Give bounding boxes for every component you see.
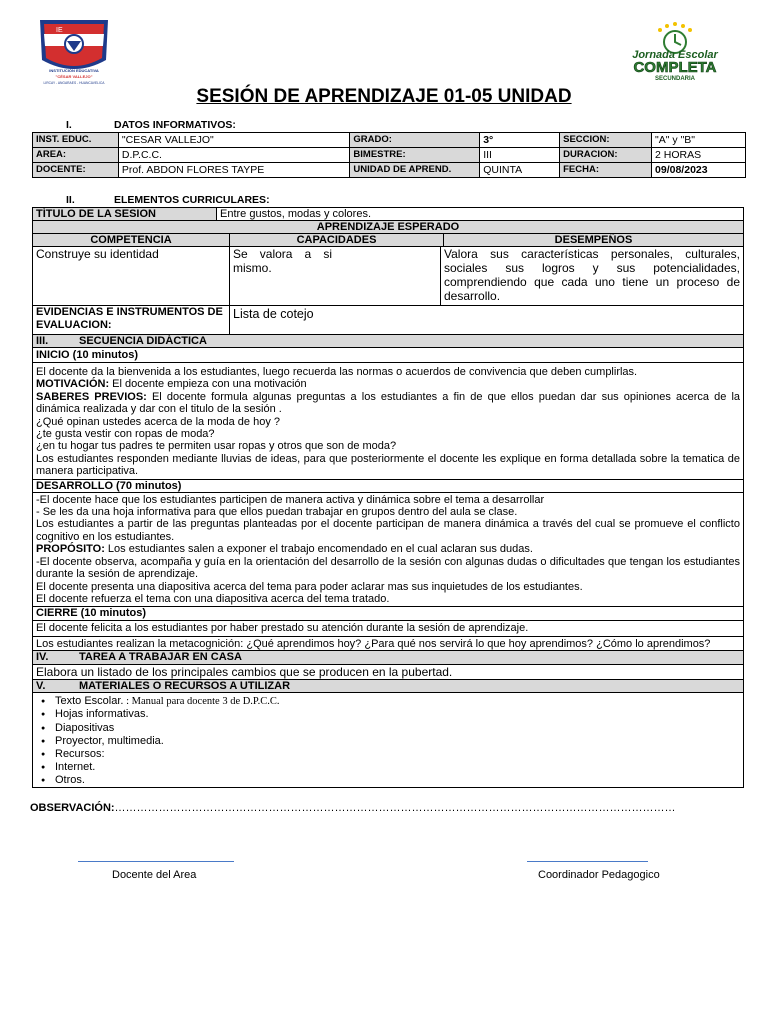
competencia-header: COMPETENCIA	[90, 234, 172, 246]
section-number: II.	[66, 194, 75, 206]
proposito-label: PROPÓSITO:	[36, 543, 105, 556]
section-number: IV.	[36, 651, 49, 664]
titulo-value: Entre gustos, modas y colores.	[216, 208, 743, 220]
jornada-escolar-logo	[612, 20, 738, 84]
bimestre-label: BIMESTRE:	[350, 148, 480, 163]
crest-letters: IE	[56, 27, 63, 34]
crest-line-3: LIRCAY - ANGARAES - HUANCAVELICA	[43, 81, 105, 85]
list-item	[55, 695, 743, 708]
list-item: ● Internet.	[55, 761, 743, 774]
desarrollo-line: El docente presenta una diapositiva acerca del tema para poder aclarar mas sus inquietudes de los estudiantes.	[36, 580, 583, 593]
tarea-text: Elabora un listado de los principales cambios que se producen en la pubertad.	[33, 665, 743, 680]
tarea-header	[33, 651, 743, 665]
section-label: DATOS INFORMATIVOS:	[114, 119, 236, 131]
desarrollo-line: El docente refuerza el tema con una diapositiva acerca del tema tratado.	[36, 592, 390, 605]
cierre-content	[33, 621, 743, 636]
section-elementos-heading	[66, 194, 270, 206]
material-manual: : Manual para docente 3 de D.P.C.C.	[123, 696, 280, 708]
proposito-line	[33, 543, 743, 555]
metacognicion-content	[33, 637, 743, 651]
section-label: MATERIALES O RECURSOS A UTILIZAR	[79, 680, 291, 693]
list-item: ● Proyector, multimedia.	[55, 735, 743, 748]
desarrollo-line: - Se les da una hoja informativa para que ellos puedan trabajar en grupos dentro del aula se clase.	[36, 506, 518, 519]
logo-jornada-text: Jornada Escolar	[632, 49, 718, 61]
info-table	[32, 132, 746, 178]
inst-label: INST. EDUC.	[33, 133, 119, 148]
inicio-header: INICIO (10 minutos)	[33, 348, 743, 363]
desarrollo-line: Los estudiantes a partir de las preguntas planteadas por el docente participan de manera dinámica a través del cual se promueve el conflicto cognitivo en los estudiantes.	[36, 518, 740, 543]
competencia-value: Construye su identidad	[36, 247, 159, 261]
secuencia-header	[33, 335, 743, 348]
saberes-line	[33, 391, 743, 416]
inst-value: "CESAR VALLEJO"	[118, 133, 350, 148]
motivacion-text: El docente empieza con una motivación	[109, 378, 307, 391]
desarrollo-line: -El docente observa, acompaña y guía en la orientación del desarrollo de la sesión con algunas dudas o dificultades que tengan los estudiantes durante la sesión de aprendizaje.	[36, 555, 740, 581]
logo-secundaria-text: SECUNDARIA	[654, 76, 696, 82]
list-item: ● Diapositivas	[55, 722, 743, 735]
capacidades-value: Se valora a si mismo.	[229, 247, 440, 305]
competencias-header-row	[33, 234, 743, 247]
session-table	[32, 207, 744, 788]
unidad-label: UNIDAD DE APREND.	[350, 163, 480, 178]
section-number: III.	[36, 335, 49, 347]
observacion-dots: ………………………………………………………………………………………………………………………………………	[114, 802, 676, 814]
evidencias-label: EVIDENCIAS E INSTRUMENTOS DE EVALUACION:	[36, 306, 223, 331]
coordinador-signature-line	[527, 861, 648, 862]
motivacion-label: MOTIVACIÓN:	[36, 378, 110, 391]
desarrollo-line: -El docente hace que los estudiantes participen de manera activa y dinámica sobre el tema a desarrollar	[36, 493, 545, 506]
competencias-row	[33, 247, 743, 306]
inicio-paragraph-2: Los estudiantes responden mediante lluvias de ideas, para que posteriormente el docente les explique en forma detallada sobre la tematica de manera participativa.	[36, 452, 740, 478]
unidad-value: QUINTA	[480, 163, 560, 178]
section-number: I.	[66, 119, 72, 131]
list-item: ● Recursos:	[55, 748, 743, 761]
desarrollo-content	[33, 493, 743, 608]
page-title	[0, 86, 768, 108]
section-datos-heading	[66, 119, 236, 131]
table-row	[33, 163, 746, 178]
section-number: V.	[36, 680, 46, 693]
evidencias-row	[33, 306, 743, 335]
desarrollo-header: DESARROLLO (70 minutos)	[33, 480, 743, 493]
inicio-content	[33, 363, 743, 480]
capacidades-header: CAPACIDADES	[229, 234, 443, 246]
area-label: AREA:	[33, 148, 119, 163]
materiales-header	[33, 680, 743, 693]
evidencias-value: Lista de cotejo	[229, 306, 743, 334]
observacion-label: OBSERVACIÓN:	[30, 802, 115, 814]
docente-signature-line	[78, 861, 234, 862]
aprendizaje-esperado-header: APRENDIZAJE ESPERADO	[33, 221, 743, 234]
docente-signature-label: Docente del Area	[112, 869, 197, 881]
area-value: D.P.C.C.	[118, 148, 350, 163]
proposito-text: Los estudiantes salen a exponer el trabajo encomendado en el cual aclaran sus dudas.	[104, 543, 533, 556]
coordinador-signature-label: Coordinador Pedagogico	[538, 869, 660, 881]
bimestre-value: III	[480, 148, 560, 163]
section-label: SECUENCIA DIDÁCTICA	[79, 335, 207, 347]
fecha-value: 09/08/2023	[652, 163, 746, 178]
school-crest-logo	[34, 16, 114, 88]
cierre-header: CIERRE (10 minutos)	[33, 607, 743, 621]
desempenos-header: DESEMPEÑOS	[443, 234, 743, 246]
logo-completa-text: COMPLETA	[633, 59, 717, 76]
duracion-label: DURACION:	[560, 148, 652, 163]
titulo-row	[33, 208, 743, 221]
question-1: ¿Qué opinan ustedes acerca de la moda de hoy ?	[36, 415, 280, 428]
section-label: TAREA A TRABAJAR EN CASA	[79, 651, 242, 664]
saberes-label: SABERES PREVIOS:	[36, 390, 147, 403]
titulo-label: TÍTULO DE LA SESION	[33, 208, 216, 220]
fecha-label: FECHA:	[560, 163, 652, 178]
docente-value: Prof. ABDON FLORES TAYPE	[118, 163, 350, 178]
table-row	[33, 133, 746, 148]
list-item: ● Otros.	[55, 774, 743, 787]
material-texto: Texto Escolar.	[55, 695, 124, 708]
desempenos-value: Valora sus características personales, culturales, sociales sus logros y sus potencialidades, comprendiendo que cada uno tiene un proceso de desarrollo.	[440, 247, 743, 305]
seccion-label: SECCION:	[560, 133, 652, 148]
title-text: SESIÓN DE APRENDIZAJE 01-05 UNIDAD	[196, 86, 572, 107]
seccion-value: "A" y "B"	[652, 133, 746, 148]
question-3: ¿en tu hogar tus padres te permiten usar ropas y otros que son de moda?	[36, 440, 397, 453]
section-label: ELEMENTOS CURRICULARES:	[114, 194, 270, 206]
duracion-value: 2 HORAS	[652, 148, 746, 163]
cierre-line: El docente felicita a los estudiantes por haber prestado su atención durante la sesión de aprendizaje.	[36, 622, 529, 635]
saberes-text: El docente formula algunas preguntas a los estudiantes a fin de que ellos puedan dar sus opiniones acerca de la dinámica realizada y dar con el titulo de la sesión .	[36, 390, 740, 416]
observacion-line	[30, 802, 676, 814]
table-row	[33, 148, 746, 163]
cierre-line: Los estudiantes realizan la metacognición: ¿Qué aprendimos hoy? ¿Para qué nos servirá lo que hoy aprendimos? ¿Cómo lo aprendimos?	[36, 637, 711, 650]
motivacion-line	[33, 378, 743, 390]
docente-label: DOCENTE:	[33, 163, 119, 178]
grado-value: 3°	[480, 133, 560, 148]
materiales-list	[33, 693, 743, 789]
question-2: ¿te gusta vestir con ropas de moda?	[36, 428, 215, 441]
list-item: ● Hojas informativas.	[55, 708, 743, 721]
crest-line-1: INSTITUCIÓN EDUCATIVA	[49, 68, 99, 73]
crest-line-2: "CÉSAR VALLEJO"	[55, 74, 93, 79]
inicio-paragraph: El docente da la bienvenida a los estudiantes, luego recuerda las normas o acuerdos de convivencia que deben cumplirlas.	[36, 366, 638, 378]
materiales-content	[33, 693, 743, 787]
grado-label: GRADO:	[350, 133, 480, 148]
